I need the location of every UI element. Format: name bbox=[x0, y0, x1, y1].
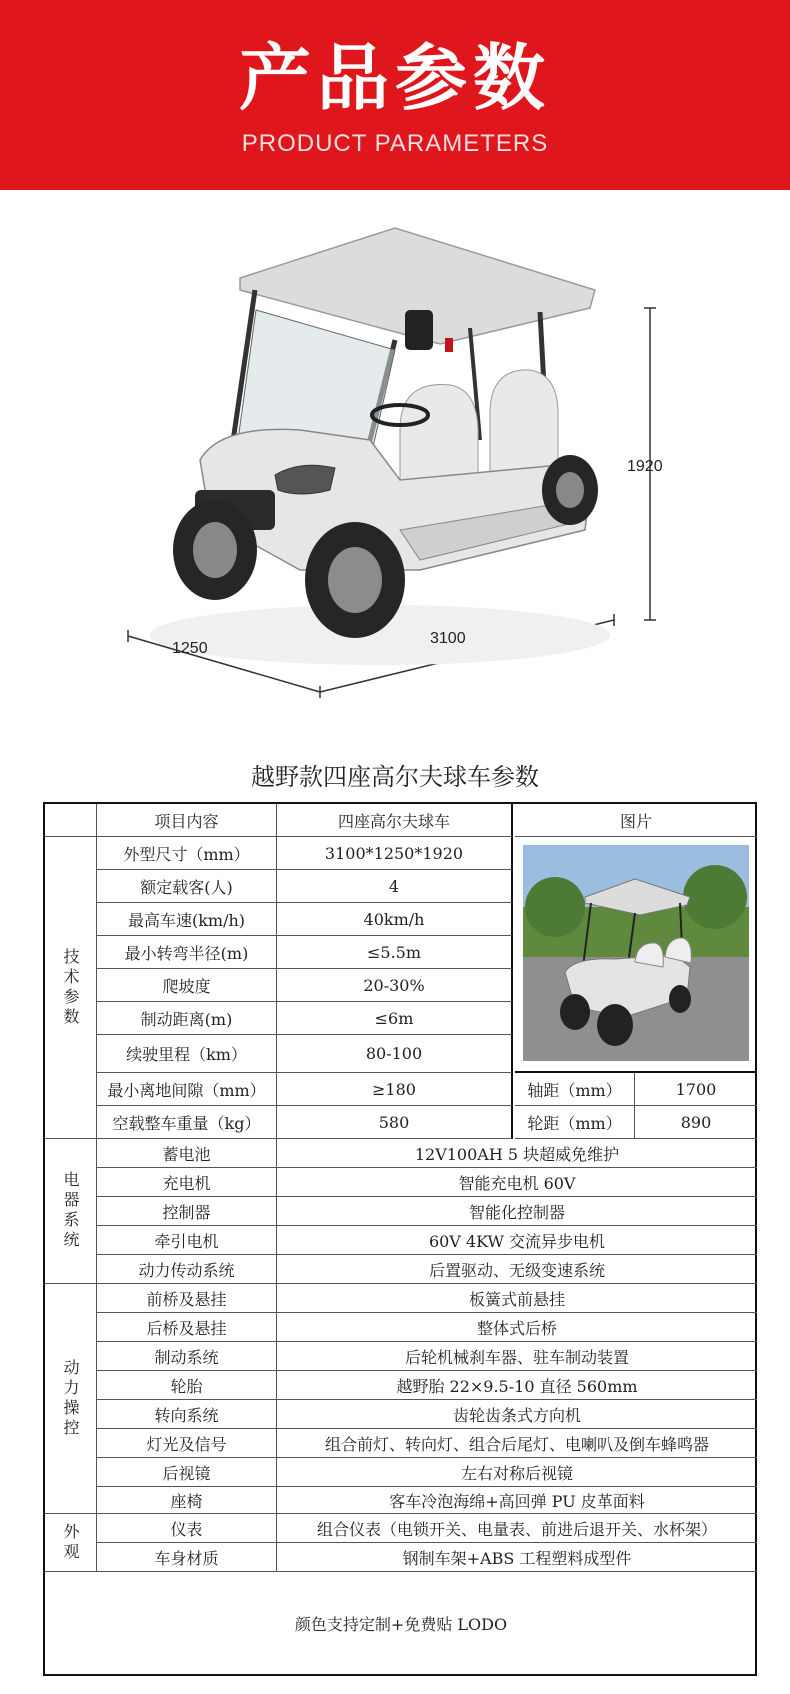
electric-label: 牵引电机 bbox=[97, 1226, 277, 1255]
tech-label: 额定载客(人) bbox=[97, 870, 277, 903]
product-photo-cell bbox=[515, 837, 757, 1073]
length-dimension: 3100 bbox=[430, 630, 466, 647]
header-banner bbox=[0, 0, 790, 190]
tech-value: 580 bbox=[277, 1106, 513, 1139]
page-subtitle: PRODUCT PARAMETERS bbox=[241, 130, 549, 157]
group-power bbox=[45, 1284, 97, 1514]
group-appearance bbox=[45, 1514, 97, 1572]
electric-value: 智能充电机 60V bbox=[277, 1168, 757, 1197]
tech-value: 4 bbox=[277, 870, 513, 903]
power-label: 制动系统 bbox=[97, 1342, 277, 1371]
spec-table bbox=[43, 802, 757, 1676]
header-item: 项目内容 bbox=[97, 804, 277, 837]
electric-label: 充电机 bbox=[97, 1168, 277, 1197]
tech-value: ≤5.5m bbox=[277, 936, 513, 969]
electric-value: 12V100AH 5 块超威免维护 bbox=[277, 1139, 757, 1168]
electric-label: 动力传动系统 bbox=[97, 1255, 277, 1284]
power-value: 板簧式前悬挂 bbox=[277, 1284, 757, 1313]
tech-label: 空载整车重量（kg） bbox=[97, 1106, 277, 1139]
header-model: 四座高尔夫球车 bbox=[277, 804, 513, 837]
side-label: 轮距（mm） bbox=[515, 1106, 635, 1139]
power-label: 后视镜 bbox=[97, 1458, 277, 1487]
power-label: 座椅 bbox=[97, 1487, 277, 1514]
electric-value: 后置驱动、无级变速系统 bbox=[277, 1255, 757, 1284]
electric-label: 控制器 bbox=[97, 1197, 277, 1226]
side-value: 890 bbox=[635, 1106, 757, 1139]
table-title: 越野款四座高尔夫球车参数 bbox=[251, 763, 539, 791]
electric-value: 60V 4KW 交流异步电机 bbox=[277, 1226, 757, 1255]
group-electric-label: 电器系统 bbox=[61, 1171, 80, 1251]
side-label: 轴距（mm） bbox=[515, 1073, 635, 1106]
tech-label: 最小离地间隙（mm） bbox=[97, 1073, 277, 1106]
width-dimension: 1250 bbox=[172, 640, 208, 657]
golf-cart-image bbox=[0, 190, 790, 710]
tech-value: 40km/h bbox=[277, 903, 513, 936]
tech-value: 20-30% bbox=[277, 969, 513, 1002]
group-electric bbox=[45, 1139, 97, 1284]
tech-label: 最小转弯半径(m) bbox=[97, 936, 277, 969]
power-label: 轮胎 bbox=[97, 1371, 277, 1400]
appearance-value: 组合仪表（电锁开关、电量表、前进后退开关、水杯架） bbox=[277, 1514, 757, 1543]
table-footer: 颜色支持定制+免费贴 LODO bbox=[294, 1614, 508, 1634]
power-value: 后轮机械刹车器、驻车制动装置 bbox=[277, 1342, 757, 1371]
tech-label: 外型尺寸（mm） bbox=[97, 837, 277, 870]
group-power-label: 动力操控 bbox=[61, 1358, 80, 1439]
power-value: 左右对称后视镜 bbox=[277, 1458, 757, 1487]
power-value: 越野胎 22×9.5-10 直径 560mm bbox=[277, 1371, 757, 1400]
tech-label: 制动距离(m) bbox=[97, 1002, 277, 1035]
tech-value: 80-100 bbox=[277, 1035, 513, 1073]
group-appearance-label: 外观 bbox=[61, 1522, 80, 1563]
tech-value: ≥180 bbox=[277, 1073, 513, 1106]
tech-label: 最高车速(km/h) bbox=[97, 903, 277, 936]
power-value: 客车冷泡海绵+高回弹 PU 皮革面料 bbox=[277, 1487, 757, 1514]
tech-value: 3100*1250*1920 bbox=[277, 837, 513, 870]
tech-label: 续驶里程（km） bbox=[97, 1035, 277, 1073]
appearance-value: 钢制车架+ABS 工程塑料成型件 bbox=[277, 1543, 757, 1572]
power-value: 组合前灯、转向灯、组合后尾灯、电喇叭及倒车蜂鸣器 bbox=[277, 1429, 757, 1458]
power-value: 齿轮齿条式方向机 bbox=[277, 1400, 757, 1429]
group-tech-label: 技术参数 bbox=[61, 947, 80, 1028]
appearance-label: 车身材质 bbox=[97, 1543, 277, 1572]
power-label: 灯光及信号 bbox=[97, 1429, 277, 1458]
header-image: 图片 bbox=[515, 804, 757, 837]
height-dimension: 1920 bbox=[627, 458, 663, 475]
appearance-label: 仪表 bbox=[97, 1514, 277, 1543]
power-label: 转向系统 bbox=[97, 1400, 277, 1429]
power-label: 后桥及悬挂 bbox=[97, 1313, 277, 1342]
electric-value: 智能化控制器 bbox=[277, 1197, 757, 1226]
product-illustration bbox=[0, 190, 790, 710]
power-value: 整体式后桥 bbox=[277, 1313, 757, 1342]
power-label: 前桥及悬挂 bbox=[97, 1284, 277, 1313]
tech-value: ≤6m bbox=[277, 1002, 513, 1035]
tech-label: 爬坡度 bbox=[97, 969, 277, 1002]
group-tech bbox=[45, 837, 97, 1139]
page-title: 产品参数 bbox=[238, 36, 551, 120]
side-value: 1700 bbox=[635, 1073, 757, 1106]
header-corner bbox=[45, 804, 97, 837]
product-photo bbox=[515, 837, 757, 1073]
electric-label: 蓄电池 bbox=[97, 1139, 277, 1168]
